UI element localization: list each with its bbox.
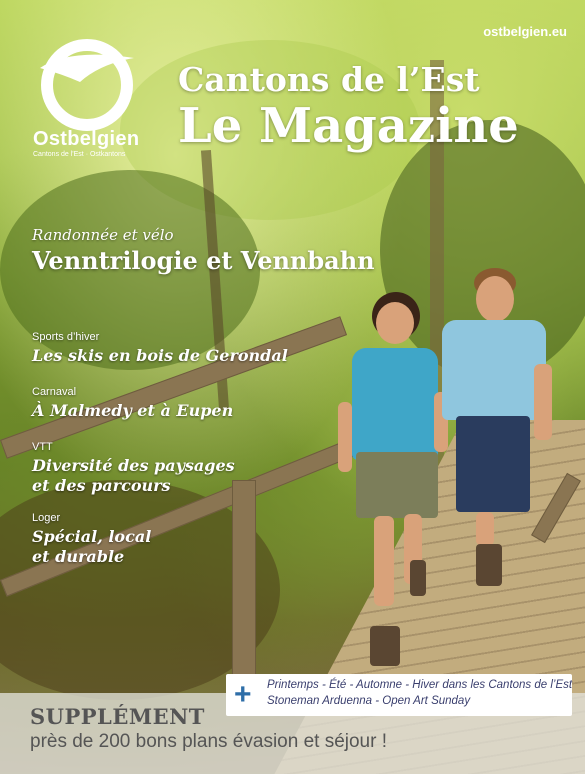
- feature-title: Venntrilogie et Vennbahn: [32, 246, 375, 275]
- website-link[interactable]: ostbelgien.eu: [483, 24, 567, 39]
- item-kicker: VTT: [32, 441, 53, 453]
- masthead-line-1: Cantons de l’Est: [178, 60, 480, 99]
- plus-icon: +: [234, 678, 252, 711]
- brand-tagline: Cantons de l'Est · Ostkantons: [33, 151, 126, 158]
- bridge-post: [232, 480, 256, 702]
- item-kicker: Carnaval: [32, 386, 77, 398]
- item-title: Les skis en bois de Gerondal: [32, 346, 288, 365]
- supplement-subtitle: près de 200 bons plans évasion et séjour !: [30, 731, 388, 752]
- item-title: Spécial, local et durable: [32, 527, 152, 566]
- item-kicker: Loger: [32, 512, 61, 524]
- plus-line-1: Printemps - Été - Automne - Hiver dans les Cantons de l’Est: [267, 679, 573, 691]
- ostbelgien-logo[interactable]: [40, 38, 134, 132]
- masthead-line-2: Le Magazine: [178, 98, 519, 154]
- item-title: Diversité des paysages et des parcours: [32, 456, 235, 495]
- brand-name: Ostbelgien: [33, 128, 140, 150]
- item-kicker: Sports d’hiver: [32, 331, 100, 343]
- supplement-title: SUPPLÉMENT: [30, 704, 205, 729]
- feature-kicker: Randonnée et vélo: [32, 226, 174, 244]
- plus-line-2: Stoneman Arduenna - Open Art Sunday: [267, 695, 471, 707]
- item-title: À Malmedy et à Eupen: [32, 401, 234, 420]
